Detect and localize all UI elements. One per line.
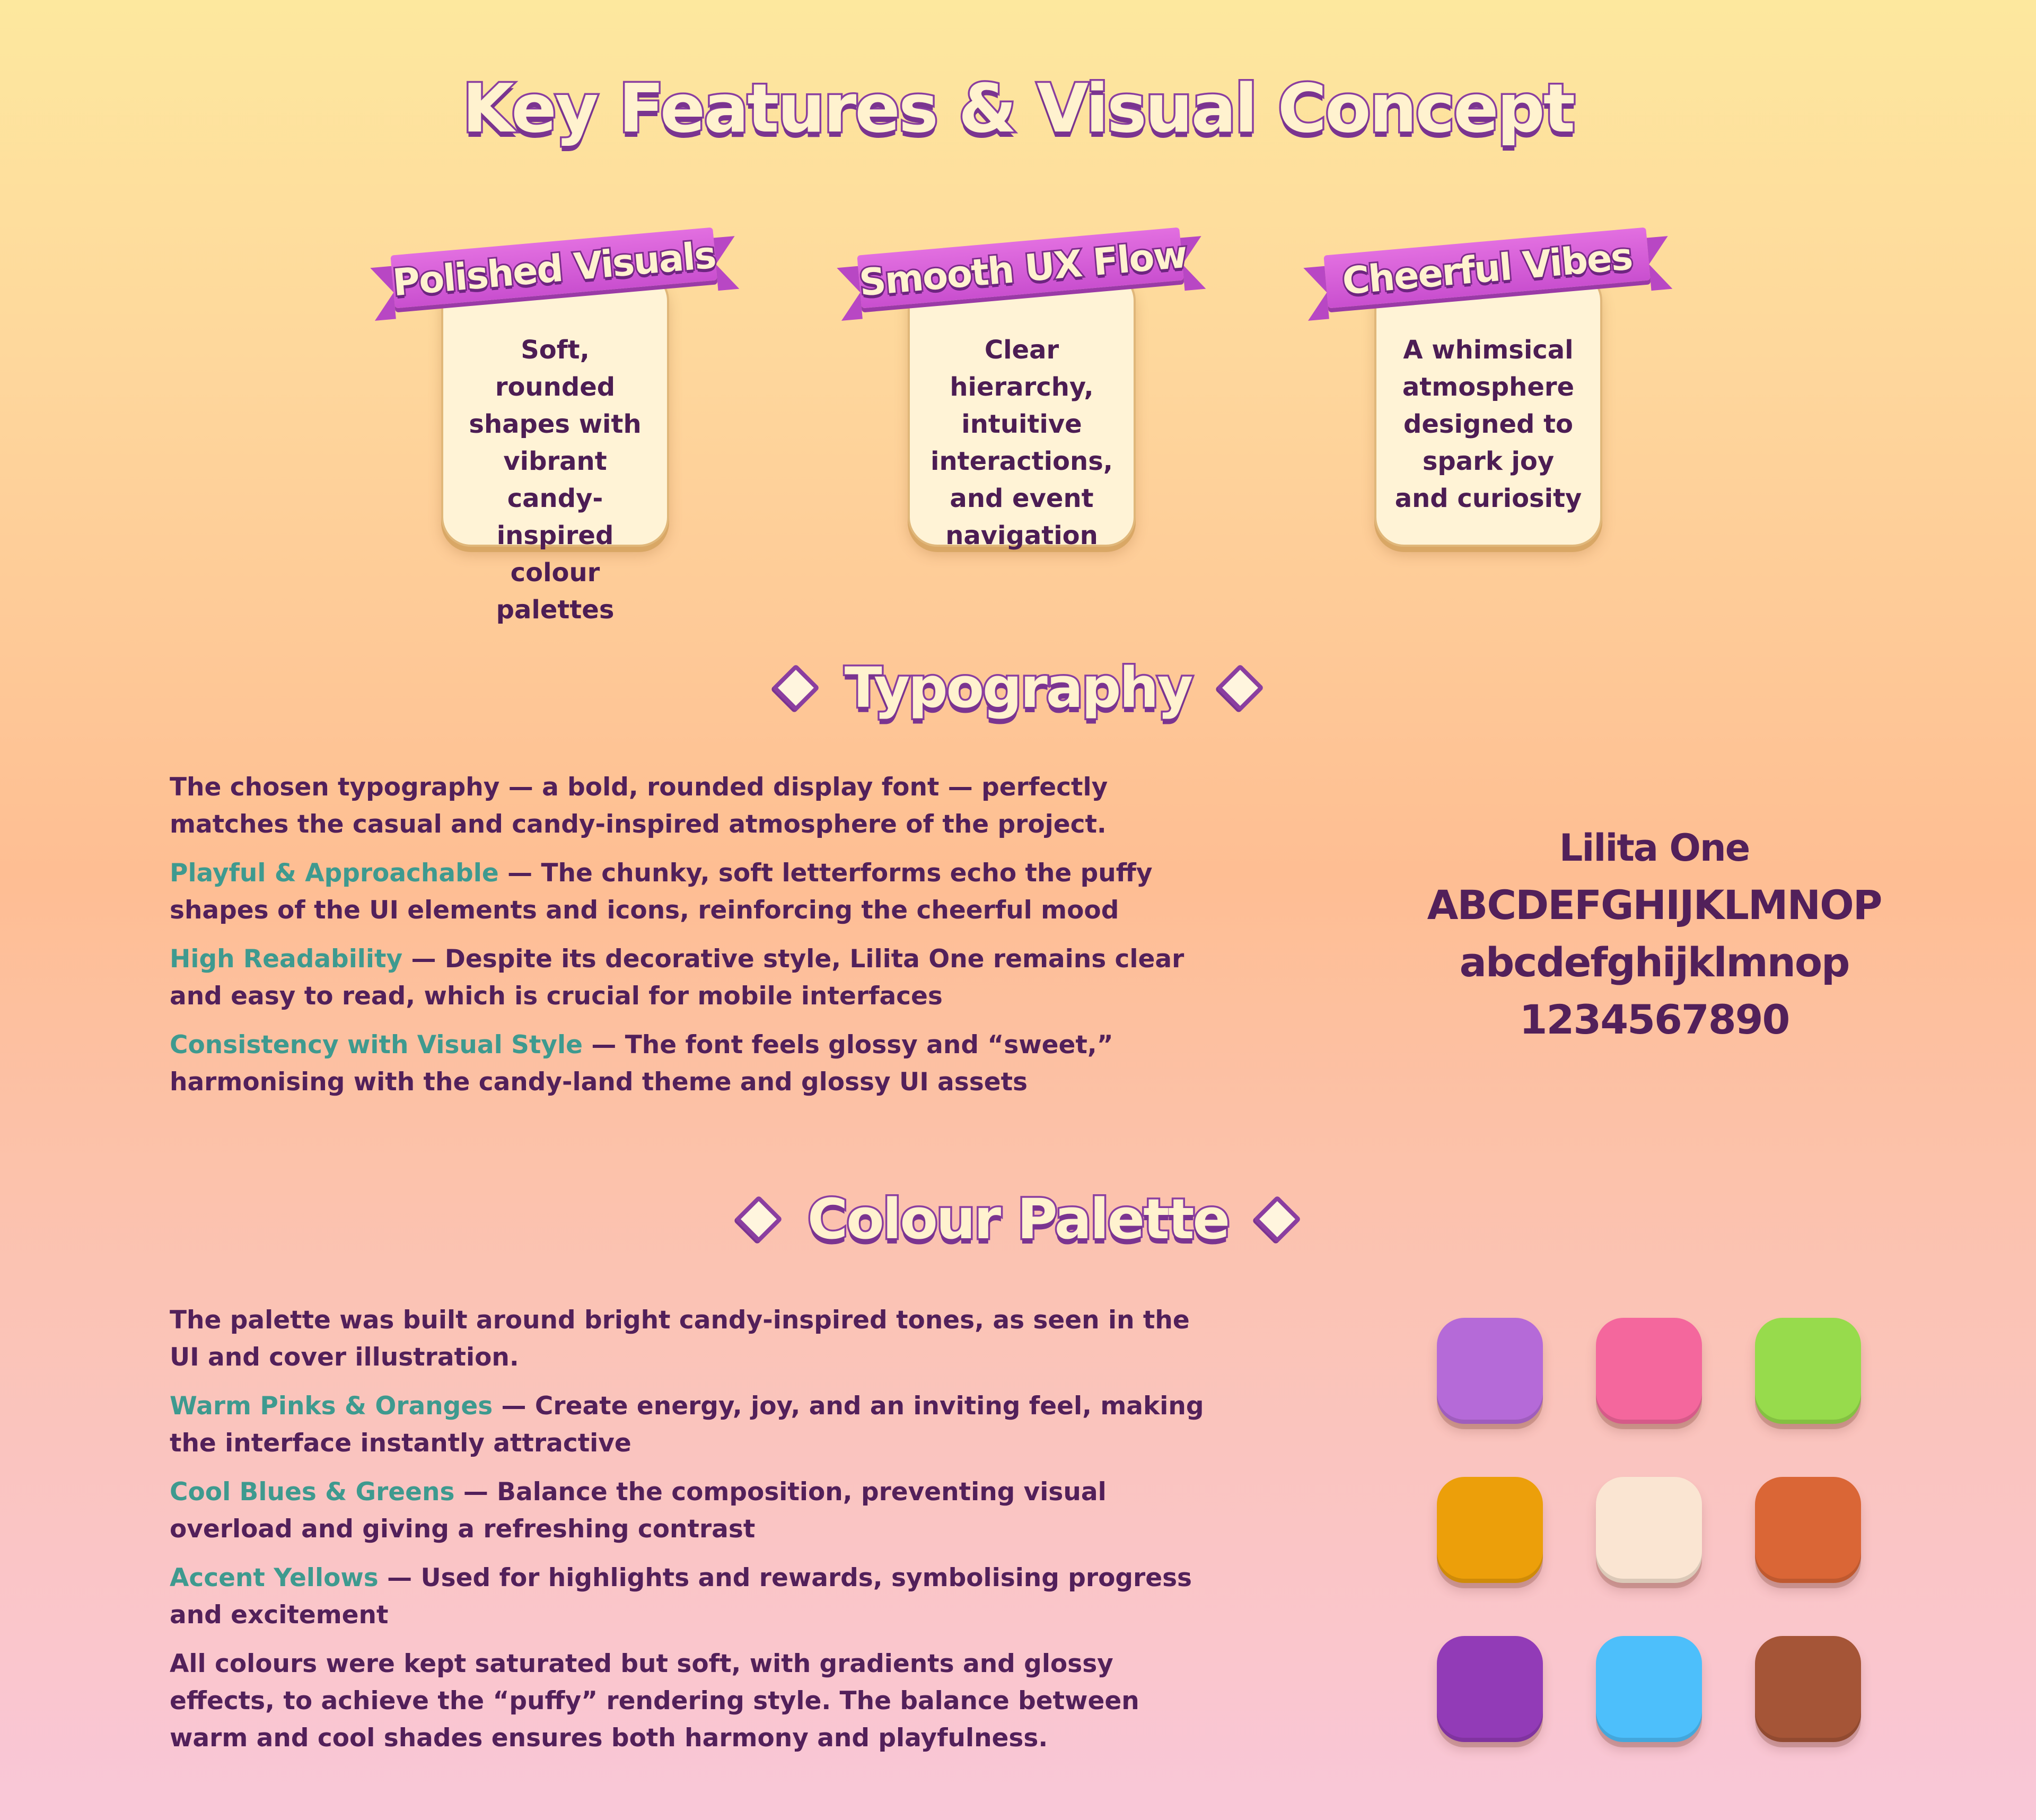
typography-point: [170, 941, 1209, 1015]
typography-description: [170, 769, 1209, 1113]
point-label: Accent Yellows: [170, 1563, 379, 1592]
diamond-icon: [1253, 1195, 1302, 1244]
colour-swatch: [1437, 1318, 1543, 1424]
palette-description: [170, 1302, 1209, 1769]
point-text: — The chunky, soft letterforms echo the puffy shapes of the UI elements and icons, reinforcing the cheerful mood: [170, 859, 1153, 925]
page-title: Key Features & Visual Concept: [462, 69, 1574, 147]
point-label: High Readability: [170, 944, 403, 974]
specimen-lowercase: abcdefghijklmnop: [1459, 939, 1849, 986]
typography-heading: Typography: [844, 655, 1192, 720]
colour-swatch: [1755, 1636, 1861, 1742]
point-text: — Used for highlights and rewards, symbolising progress and excitement: [170, 1563, 1192, 1630]
palette-point: [170, 1560, 1209, 1634]
colour-swatch: [1596, 1318, 1702, 1424]
typography-point: [170, 1027, 1209, 1101]
point-label: Warm Pinks & Oranges: [170, 1392, 493, 1421]
diamond-icon: [735, 1195, 783, 1244]
specimen-digits: 1234567890: [1519, 996, 1789, 1043]
font-name: Lilita One: [1559, 826, 1750, 870]
palette-heading-row: [0, 1185, 2036, 1254]
font-specimen: [1389, 819, 1919, 1048]
ribbon-banner: [835, 215, 1206, 326]
colour-swatch: [1755, 1318, 1861, 1424]
feature-card-smooth-ux-flow: [838, 220, 1204, 559]
feature-card-polished-visuals: [371, 220, 737, 625]
colour-swatch: [1437, 1477, 1543, 1583]
typography-heading-row: [0, 653, 2036, 722]
ribbon-banner: [368, 215, 740, 326]
feature-description: Soft, rounded shapes with vibrant candy-inspired colour palettes: [441, 271, 669, 547]
colour-swatch: [1755, 1477, 1861, 1583]
diamond-icon: [1216, 664, 1265, 712]
palette-heading: Colour Palette: [807, 1187, 1229, 1252]
feature-description: A whimsical atmosphere designed to spark joy and curiosity: [1374, 271, 1602, 547]
typography-intro: The chosen typography — a bold, rounded display font — perfectly matches the casual and candy-inspired atmosphere of the project.: [170, 773, 1108, 839]
specimen-uppercase: ABCDEFGHIJKLMNOP: [1427, 881, 1882, 929]
palette-point: [170, 1474, 1209, 1548]
palette-intro: The palette was built around bright candy-inspired tones, as seen in the UI and cover illustration.: [170, 1306, 1190, 1372]
feature-label: Cheerful Vibes: [1340, 234, 1634, 303]
ribbon-banner: [1302, 215, 1673, 326]
palette-point: [170, 1388, 1209, 1462]
colour-swatch: [1596, 1477, 1702, 1583]
point-text: — The font feels glossy and “sweet,” harmonising with the candy-land theme and glossy UI assets: [170, 1030, 1113, 1097]
diamond-icon: [771, 664, 820, 712]
point-text: — Balance the composition, preventing visual overload and giving a refreshing contrast: [170, 1477, 1107, 1544]
colour-swatch: [1596, 1636, 1702, 1742]
point-label: Playful & Approachable: [170, 859, 499, 888]
point-text: — Create energy, joy, and an inviting feel, making the interface instantly attractive: [170, 1392, 1204, 1458]
palette-outro: All colours were kept saturated but soft, with gradients and glossy effects, to achieve the “puffy” rendering style. The balance between warm and cool shades ensures both harmony and playfulness.: [170, 1649, 1139, 1753]
feature-label: Polished Visuals: [391, 233, 717, 305]
feature-card-cheerful-vibes: [1304, 220, 1670, 559]
point-label: Consistency with Visual Style: [170, 1030, 583, 1060]
feature-label: Smooth UX Flow: [857, 232, 1189, 305]
point-label: Cool Blues & Greens: [170, 1477, 455, 1507]
typography-point: [170, 855, 1209, 929]
point-text: — Despite its decorative style, Lilita One remains clear and easy to read, which is crucial for mobile interfaces: [170, 944, 1184, 1011]
feature-description: Clear hierarchy, intuitive interactions, and event navigation: [908, 271, 1136, 547]
colour-swatch: [1437, 1636, 1543, 1742]
